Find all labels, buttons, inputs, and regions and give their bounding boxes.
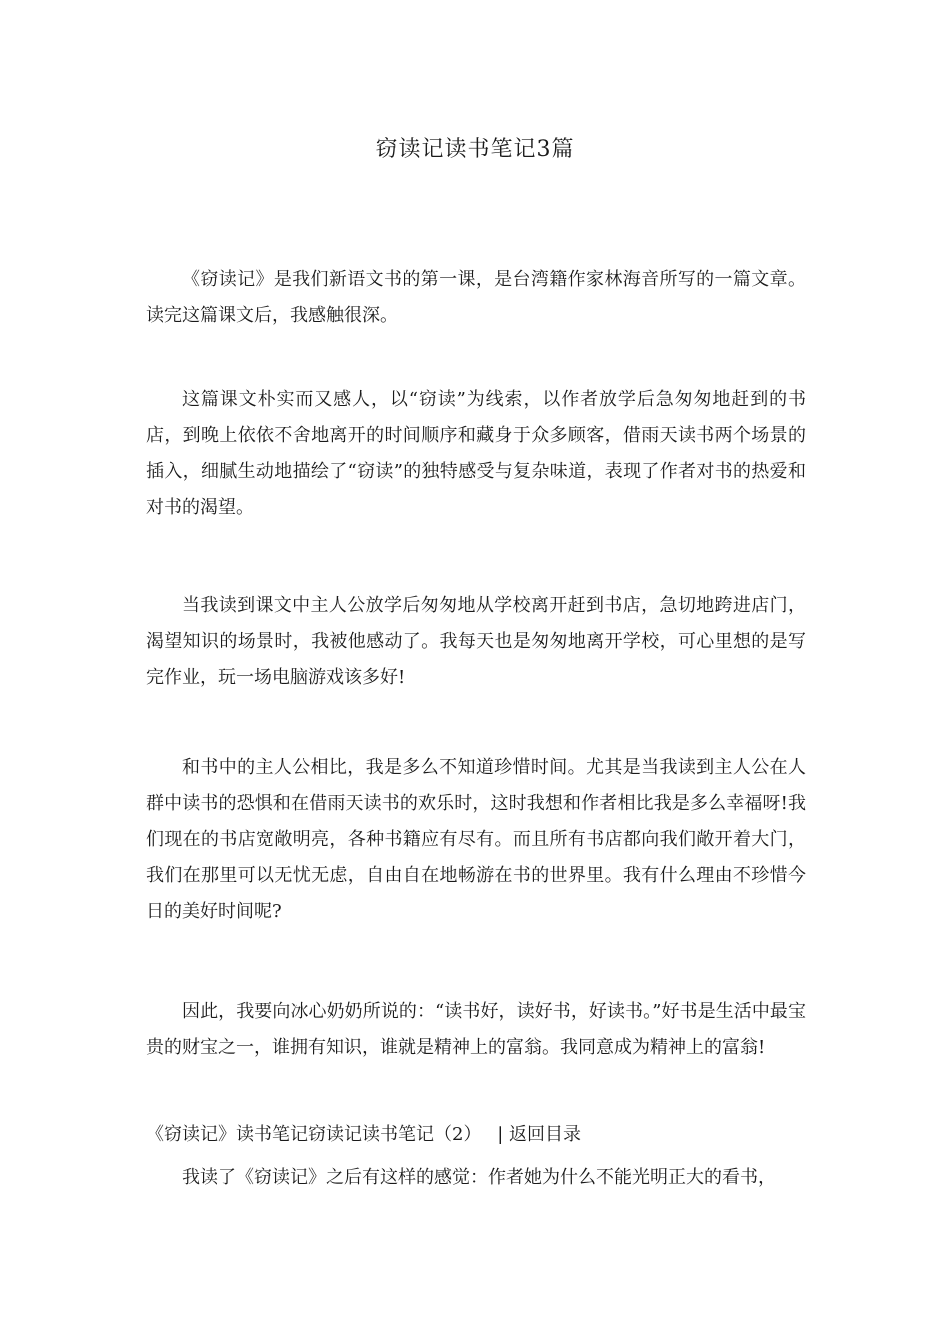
paragraph-6: 我读了《窃读记》之后有这样的感觉：作者她为什么不能光明正大的看书， (182, 1167, 776, 1188)
section-subheading: 《窃读记》读书笔记窃读记读书笔记（2） (146, 1124, 482, 1145)
document-title: 窃读记读书笔记3篇 (375, 137, 575, 162)
section-heading-line (146, 1117, 806, 1153)
paragraph-2: 这篇课文朴实而又感人，以“窃读”为线索，以作者放学后急匆匆地赶到的书店，到晚上依依不舍地离开的时间顺序和藏身于众多顾客，借雨天读书两个场景的插入，细腻生动地描绘了“窃读”的独特感受与复杂味道，表现了作者对书的热爱和对书的渴望。 (146, 389, 806, 518)
paragraph-3: 当我读到课文中主人公放学后匆匆地从学校离开赶到书店，急切地跨进店门，渴望知识的场景时，我被他感动了。我每天也是匆匆地离开学校，可心里想的是写完作业，玩一场电脑游戏该多好! (146, 595, 806, 688)
back-to-toc-link[interactable]: | 返回目录 (497, 1124, 581, 1145)
paragraph-5: 因此，我要向冰心奶奶所说的：“读书好，读好书，好读书。”好书是生活中最宝贵的财宝之一，谁拥有知识，谁就是精神上的富翁。我同意成为精神上的富翁! (146, 1001, 806, 1058)
paragraph-4: 和书中的主人公相比，我是多么不知道珍惜时间。尤其是当我读到主人公在人群中读书的恐惧和在借雨天读书的欢乐时，这时我想和作者相比我是多么幸福呀!我们现在的书店宽敞明亮，各种书籍应有尽有。而且所有书店都向我们敞开着大门，我们在那里可以无忧无虑，自由自在地畅游在书的世界里。我有什么理由不珍惜今日的美好时间呢? (146, 757, 806, 922)
paragraph-1: 《窃读记》是我们新语文书的第一课，是台湾籍作家林海音所写的一篇文章。读完这篇课文后，我感触很深。 (146, 269, 806, 326)
